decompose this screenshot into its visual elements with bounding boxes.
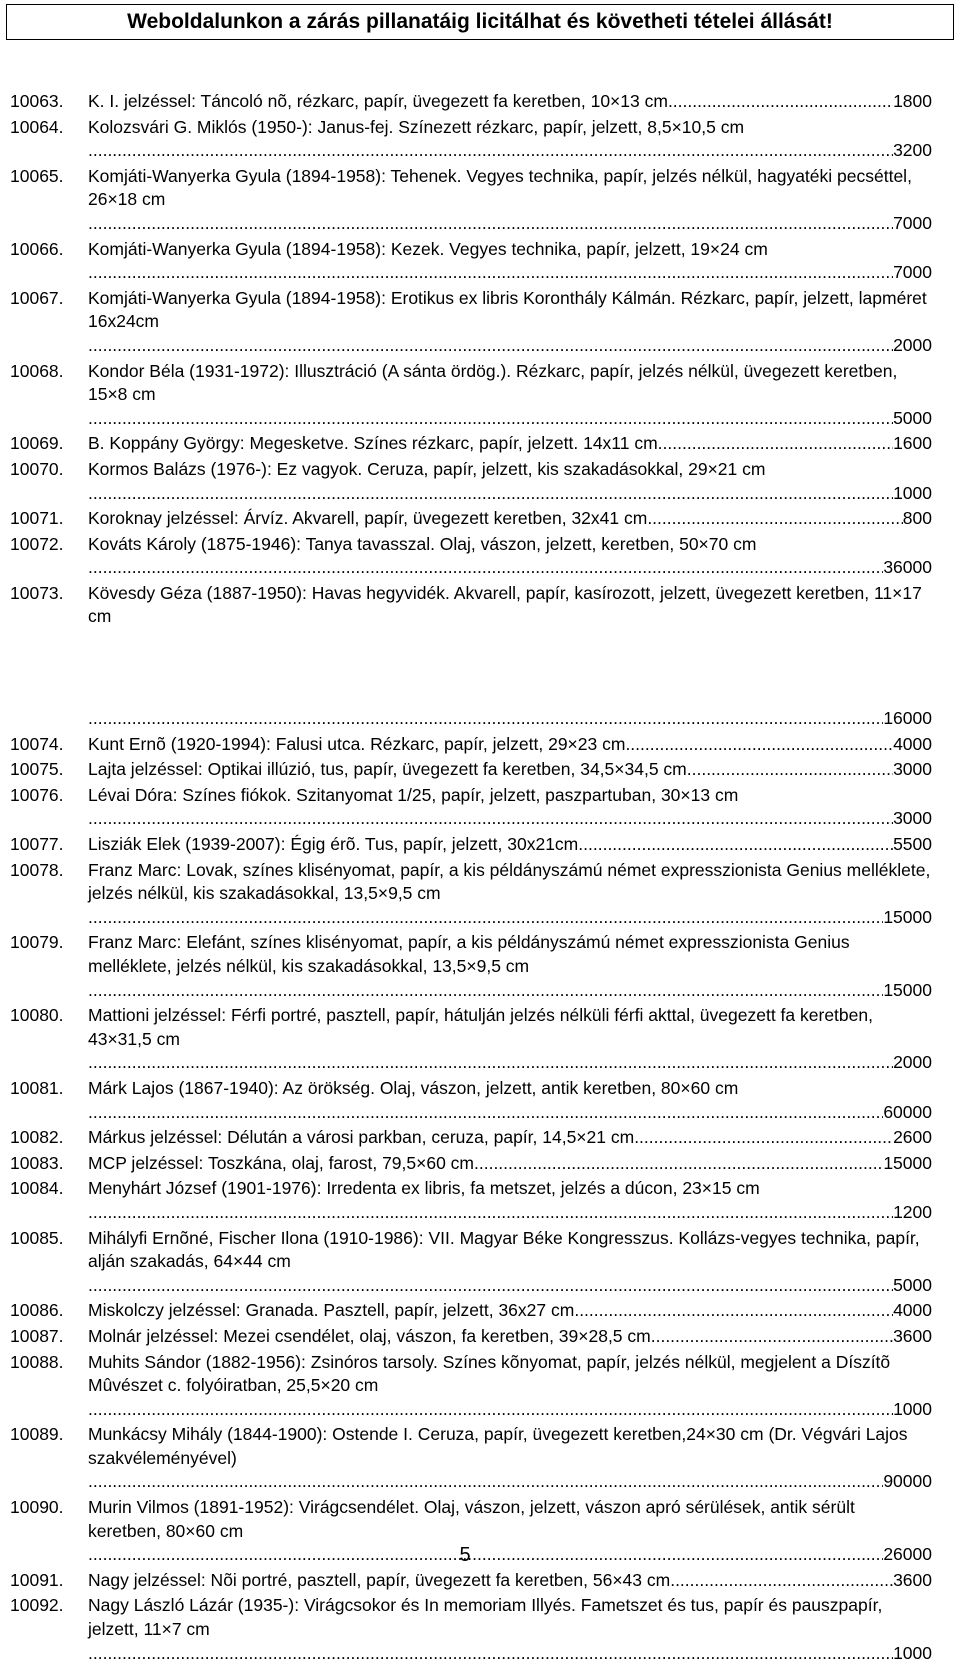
dot-leader bbox=[88, 807, 893, 831]
lot-number: 10090. bbox=[10, 1497, 64, 1518]
list-item bbox=[10, 165, 932, 236]
lot-number: 10092. bbox=[10, 1595, 64, 1616]
lot-number: 10081. bbox=[10, 1077, 64, 1098]
lot-number: 10068. bbox=[10, 360, 64, 381]
lot-description bbox=[88, 1569, 932, 1593]
lot-number: 10077. bbox=[10, 834, 64, 855]
lot-description bbox=[88, 758, 932, 782]
lot-description bbox=[88, 432, 932, 456]
lot-price: 3600 bbox=[893, 1569, 932, 1590]
lot-text: Komjáti-Wanyerka Gyula (1894-1958): Tehenek. Vegyes technika, papír, jelzés nélkül, hagyatéki pecséttel, 26×18 cm bbox=[88, 165, 912, 210]
lot-price: 800 bbox=[902, 508, 932, 529]
price-leader bbox=[88, 432, 932, 456]
price-leader bbox=[88, 1126, 932, 1150]
lot-text: Kormos Balázs (1976-): Ez vagyok. Ceruza, papír, jelzett, kis szakadásokkal, 29×21 cm bbox=[88, 458, 766, 479]
lot-description bbox=[88, 1177, 932, 1224]
dot-leader bbox=[88, 1398, 893, 1422]
lot-description bbox=[88, 287, 932, 358]
lot-text: Komjáti-Wanyerka Gyula (1894-1958): Kezek. Vegyes technika, papír, jelzett, 19×24 cm bbox=[88, 238, 768, 259]
dot-leader bbox=[88, 1274, 893, 1298]
lot-number: 10089. bbox=[10, 1424, 64, 1445]
list-item bbox=[10, 1152, 932, 1176]
lot-number: 10071. bbox=[10, 508, 64, 529]
price-leader bbox=[88, 707, 932, 731]
dot-leader bbox=[88, 1642, 893, 1666]
lot-price: 2600 bbox=[893, 1127, 932, 1148]
lot-text: Nagy jelzéssel: Nõi portré, pasztell, papír, üvegezett fa keretben, 56×43 cm bbox=[88, 1569, 671, 1590]
price-leader bbox=[88, 556, 932, 580]
lot-number: 10086. bbox=[10, 1300, 64, 1321]
list-item bbox=[10, 1299, 932, 1323]
lot-text: Menyhárt József (1901-1976): Irredenta ex libris, fa metszet, jelzés a dúcon, 23×15 cm bbox=[88, 1178, 760, 1199]
lot-price: 1600 bbox=[893, 433, 932, 454]
lot-text: Miskolczy jelzéssel: Granada. Pasztell, papír, jelzett, 36x27 cm bbox=[88, 1300, 575, 1321]
lot-price: 16000 bbox=[883, 708, 932, 729]
dot-leader bbox=[658, 432, 893, 456]
dot-leader bbox=[88, 334, 893, 358]
lot-number: 10091. bbox=[10, 1569, 64, 1590]
lot-price: 2000 bbox=[893, 1052, 932, 1073]
lot-price: 1000 bbox=[893, 482, 932, 503]
list-item bbox=[10, 1227, 932, 1298]
lot-text: Koroknay jelzéssel: Árvíz. Akvarell, papír, üvegezett keretben, 32x41 cm bbox=[88, 508, 648, 529]
lot-text: Muhits Sándor (1882-1956): Zsinóros tarsoly. Színes kõnyomat, papír, jelzés nélkül, megjelent a Díszítõ Mûvészet c. folyóiratban, 25,5×20 cm bbox=[88, 1351, 891, 1396]
lot-description bbox=[88, 1325, 932, 1349]
lot-price: 4000 bbox=[893, 1300, 932, 1321]
price-leader bbox=[88, 507, 932, 531]
dot-leader bbox=[88, 1101, 883, 1125]
price-leader bbox=[88, 1398, 932, 1422]
list-item bbox=[10, 733, 932, 757]
lot-description bbox=[88, 1351, 932, 1422]
page-number: 5 bbox=[459, 1544, 471, 1566]
lot-text: Komjáti-Wanyerka Gyula (1894-1958): Erotikus ex libris Koronthály Kálmán. Rézkarc, papír, jelzett, lapméret 16x24cm bbox=[88, 287, 927, 332]
dot-leader bbox=[634, 1126, 893, 1150]
lot-description bbox=[88, 116, 932, 163]
dot-leader bbox=[88, 1051, 893, 1075]
lot-description bbox=[88, 458, 932, 505]
dot-leader bbox=[88, 139, 893, 163]
list-item bbox=[10, 758, 932, 782]
lot-price: 5000 bbox=[893, 407, 932, 428]
dot-leader bbox=[651, 1325, 893, 1349]
dot-leader bbox=[88, 906, 883, 930]
list-item bbox=[10, 238, 932, 285]
lot-price: 5000 bbox=[893, 1274, 932, 1295]
lot-number: 10078. bbox=[10, 859, 64, 880]
lot-text: Kováts Károly (1875-1946): Tanya tavasszal. Olaj, vászon, jelzett, keretben, 50×70 cm bbox=[88, 533, 757, 554]
lot-price: 4000 bbox=[893, 733, 932, 754]
price-leader bbox=[88, 1152, 932, 1176]
list-item bbox=[10, 458, 932, 505]
lot-price: 15000 bbox=[883, 1152, 932, 1173]
price-leader bbox=[88, 261, 932, 285]
lot-text: Márk Lajos (1867-1940): Az örökség. Olaj, vászon, jelzett, antik keretben, 80×60 cm bbox=[88, 1077, 739, 1098]
lot-price: 36000 bbox=[883, 557, 932, 578]
lot-price: 7000 bbox=[893, 212, 932, 233]
lot-description bbox=[88, 1299, 932, 1323]
lot-number: 10075. bbox=[10, 759, 64, 780]
lot-text: Kolozsvári G. Miklós (1950-): Janus-fej. Színezett rézkarc, papír, jelzett, 8,5×10,5 cm bbox=[88, 116, 745, 137]
price-leader bbox=[88, 139, 932, 163]
lot-text: B. Koppány György: Megesketve. Színes rézkarc, papír, jelzett. 14x11 cm bbox=[88, 433, 658, 454]
lot-text: Lisziák Elek (1939-2007): Égig érõ. Tus, papír, jelzett, 30x21cm bbox=[88, 834, 579, 855]
lot-text: Franz Marc: Elefánt, színes klisényomat, papír, a kis példányszámú német expresszionista Genius melléklete, jelzés nélkül, kis szakadásokkal, 13,5×9,5 cm bbox=[88, 932, 850, 976]
lot-price: 60000 bbox=[883, 1101, 932, 1122]
list-item bbox=[10, 507, 932, 531]
blank-gap bbox=[10, 631, 932, 707]
price-leader bbox=[88, 1201, 932, 1225]
lot-text: Munkácsy Mihály (1844-1900): Ostende I. Ceruza, papír, üvegezett keretben,24×30 cm (Dr. Végvári Lajos szakvéleményével) bbox=[88, 1424, 908, 1468]
price-leader bbox=[88, 482, 932, 506]
lot-price: 1200 bbox=[893, 1201, 932, 1222]
lot-description bbox=[88, 784, 932, 831]
price-leader bbox=[88, 733, 932, 757]
lot-number-empty bbox=[10, 707, 88, 731]
lot-description bbox=[88, 1227, 932, 1298]
lot-description bbox=[88, 833, 932, 857]
lot-number: 10073. bbox=[10, 582, 64, 603]
lot-text: Kövesdy Géza (1887-1950): Havas hegyvidék. Akvarell, papír, kasírozott, jelzett, üvegezett keretben, 11×17 cm bbox=[88, 582, 922, 627]
list-item bbox=[10, 360, 932, 431]
lot-price: 15000 bbox=[883, 979, 932, 1000]
lot-number: 10088. bbox=[10, 1351, 64, 1372]
price-leader bbox=[88, 979, 932, 1003]
lot-number: 10083. bbox=[10, 1152, 64, 1173]
lot-description bbox=[88, 90, 932, 114]
price-leader bbox=[88, 90, 932, 114]
list-item bbox=[10, 1077, 932, 1124]
dot-leader bbox=[88, 1470, 883, 1494]
lot-price: 26000 bbox=[883, 1544, 932, 1565]
lot-number: 10069. bbox=[10, 433, 64, 454]
lot-number: 10074. bbox=[10, 733, 64, 754]
page-header-title: Weboldalunkon a zárás pillanatáig licitálhat és követheti tételei állását! bbox=[127, 10, 833, 33]
lot-number: 10085. bbox=[10, 1227, 64, 1248]
price-leader bbox=[88, 1274, 932, 1298]
price-leader bbox=[88, 1051, 932, 1075]
lot-text: Molnár jelzéssel: Mezei csendélet, olaj, vászon, fa keretben, 39×28,5 cm bbox=[88, 1325, 651, 1346]
dot-leader bbox=[670, 1569, 893, 1593]
lot-number: 10070. bbox=[10, 458, 64, 479]
dot-leader bbox=[88, 482, 893, 506]
lot-price: 3000 bbox=[893, 808, 932, 829]
price-leader bbox=[88, 212, 932, 236]
lot-price: 1000 bbox=[893, 1642, 932, 1663]
lot-description bbox=[88, 1423, 932, 1494]
list-item bbox=[10, 533, 932, 580]
lot-number: 10067. bbox=[10, 287, 64, 308]
price-leader bbox=[88, 758, 932, 782]
dot-leader bbox=[668, 90, 893, 114]
dot-leader bbox=[88, 1201, 893, 1225]
list-item bbox=[10, 1126, 932, 1150]
lot-text: Lajta jelzéssel: Optikai illúzió, tus, papír, üvegezett fa keretben, 34,5×34,5 cm bbox=[88, 759, 687, 780]
lot-price: 3000 bbox=[893, 759, 932, 780]
lot-text: Mattioni jelzéssel: Férfi portré, pasztell, papír, hátulján jelzés nélküli férfi akttal, üvegezett fa keretben, 43×31,5 cm bbox=[88, 1005, 873, 1049]
dot-leader bbox=[574, 1299, 893, 1323]
lot-number: 10079. bbox=[10, 932, 64, 953]
price-leader bbox=[88, 807, 932, 831]
dot-leader bbox=[578, 833, 893, 857]
lot-price: 3200 bbox=[893, 140, 932, 161]
price-leader bbox=[88, 1470, 932, 1494]
list-item bbox=[10, 859, 932, 930]
price-leader bbox=[88, 833, 932, 857]
price-leader bbox=[88, 1101, 932, 1125]
price-leader bbox=[88, 906, 932, 930]
lot-price: 2000 bbox=[893, 334, 932, 355]
dot-leader bbox=[88, 556, 883, 580]
list-item bbox=[10, 287, 932, 358]
lot-price: 5500 bbox=[893, 834, 932, 855]
price-leader bbox=[88, 334, 932, 358]
dot-leader bbox=[88, 212, 893, 236]
list-item bbox=[10, 1569, 932, 1593]
lot-text: Nagy László Lázár (1935-): Virágcsokor és In memoriam Illyés. Fametszet és tus, papír és pauszpapír, jelzett, 11×7 cm bbox=[88, 1595, 883, 1640]
dot-leader bbox=[88, 407, 893, 431]
list-item bbox=[10, 1423, 932, 1494]
lot-price: 7000 bbox=[893, 262, 932, 283]
list-item-price-row bbox=[10, 707, 932, 731]
list-item bbox=[10, 1325, 932, 1349]
list-item bbox=[10, 1594, 932, 1665]
lot-description bbox=[88, 165, 932, 236]
lot-number: 10082. bbox=[10, 1127, 64, 1148]
list-item bbox=[10, 833, 932, 857]
list-item bbox=[10, 432, 932, 456]
dot-leader bbox=[88, 707, 883, 731]
dot-leader bbox=[88, 261, 893, 285]
lot-description bbox=[88, 1126, 932, 1150]
list-item bbox=[10, 1004, 932, 1075]
dot-leader bbox=[88, 979, 883, 1003]
lot-text: MCP jelzéssel: Toszkána, olaj, farost, 79,5×60 cm bbox=[88, 1152, 474, 1173]
lot-text: Lévai Dóra: Színes fiókok. Szitanyomat 1/25, papír, jelzett, paszpartuban, 30×13 cm bbox=[88, 784, 739, 805]
lot-price: 15000 bbox=[883, 906, 932, 927]
lot-description bbox=[88, 507, 932, 531]
lot-description bbox=[88, 1594, 932, 1665]
lot-text: Márkus jelzéssel: Délután a városi parkban, ceruza, papír, 14,5×21 cm bbox=[88, 1127, 635, 1148]
dot-leader bbox=[625, 733, 893, 757]
lot-price: 90000 bbox=[883, 1471, 932, 1492]
lot-description bbox=[88, 238, 932, 285]
list-item bbox=[10, 931, 932, 1002]
lot-text: Kondor Béla (1931-1972): Illusztráció (A sánta ördög.). Rézkarc, papír, jelzés nélkül, üvegezett keretben, 15×8 cm bbox=[88, 360, 898, 405]
lot-description bbox=[88, 733, 932, 757]
lot-number: 10084. bbox=[10, 1178, 64, 1199]
price-leader bbox=[88, 1642, 932, 1666]
lot-price: 1800 bbox=[893, 91, 932, 111]
lot-description bbox=[88, 1152, 932, 1176]
dot-leader bbox=[687, 758, 893, 782]
lot-description bbox=[88, 931, 932, 1002]
lot-description bbox=[88, 360, 932, 431]
price-leader bbox=[88, 1299, 932, 1323]
list-item bbox=[10, 116, 932, 163]
price-leader bbox=[88, 1325, 932, 1349]
lot-text: Mihályfi Ernõné, Fischer Ilona (1910-1986): VII. Magyar Béke Kongresszus. Kollázs-vegyes technika, papír, alján szakadás, 64×44 cm bbox=[88, 1227, 920, 1272]
lot-text: Franz Marc: Lovak, színes klisényomat, papír, a kis példányszámú német expresszionista Genius melléklete, jelzés nélkül, kis szakadásokkal, 13,5×9,5 cm bbox=[88, 859, 931, 904]
lot-number: 10087. bbox=[10, 1325, 64, 1346]
lot-number: 10064. bbox=[10, 116, 64, 137]
lot-description bbox=[88, 1077, 932, 1124]
lot-description bbox=[88, 859, 932, 930]
lot-text: Murin Vilmos (1891-1952): Virágcsendélet. Olaj, vászon, jelzett, vászon apró sérülések, antik sérült keretben, 80×60 cm bbox=[88, 1497, 855, 1541]
dot-leader bbox=[647, 507, 902, 531]
list-item bbox=[10, 1351, 932, 1422]
lot-number: 10066. bbox=[10, 238, 64, 259]
lot-description bbox=[88, 582, 932, 629]
price-leader bbox=[88, 407, 932, 431]
lot-text: K. I. jelzéssel: Táncoló nõ, rézkarc, papír, üvegezett fa keretben, 10×13 cm bbox=[88, 91, 668, 111]
lot-text: Kunt Ernõ (1920-1994): Falusi utca. Rézkarc, papír, jelzett, 29×23 cm bbox=[88, 733, 626, 754]
list-item bbox=[10, 90, 932, 114]
price-leader bbox=[88, 1569, 932, 1593]
dot-leader bbox=[474, 1152, 883, 1176]
lot-description bbox=[88, 1004, 932, 1075]
lot-number: 10063. bbox=[10, 91, 64, 111]
lot-number: 10076. bbox=[10, 784, 64, 805]
lot-number: 10065. bbox=[10, 165, 64, 186]
lot-price: 3600 bbox=[893, 1325, 932, 1346]
page-header-banner bbox=[6, 4, 954, 40]
list-item bbox=[10, 1177, 932, 1224]
lot-number: 10072. bbox=[10, 533, 64, 554]
list-item bbox=[10, 784, 932, 831]
lot-number: 10080. bbox=[10, 1005, 64, 1026]
list-item bbox=[10, 582, 932, 629]
lot-description bbox=[88, 533, 932, 580]
auction-item-list bbox=[10, 90, 932, 1667]
lot-price: 1000 bbox=[893, 1398, 932, 1419]
